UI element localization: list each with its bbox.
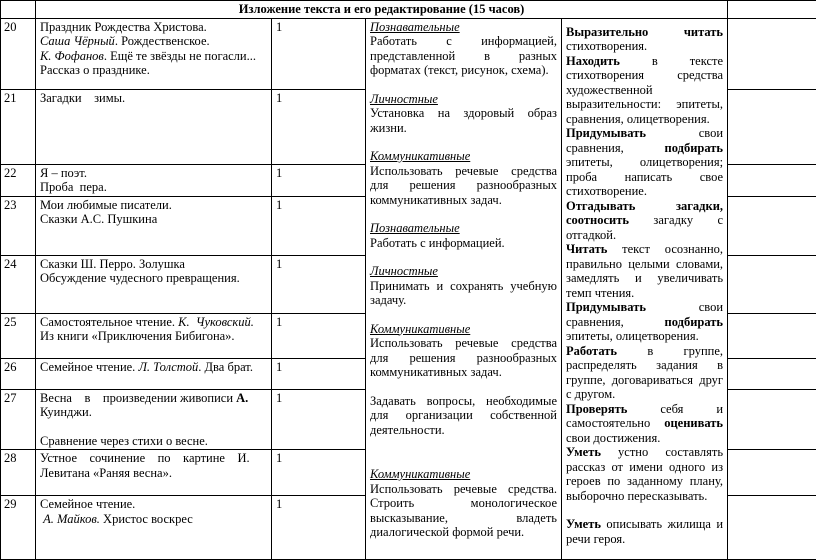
topic-text: К. Фофанов	[40, 49, 104, 63]
notes-cell	[728, 358, 816, 389]
lesson-number: 26	[1, 358, 36, 389]
topic-text: Семейное чтение.	[40, 360, 138, 374]
topic-text: Саша Чёрный	[40, 34, 115, 48]
topic-text: Праздник Рождества Христова.	[40, 20, 207, 34]
header-empty-cell	[1, 1, 36, 19]
activity-text: свои сравнения,	[566, 126, 723, 155]
lesson-number: 20	[1, 18, 36, 89]
activity-text: Находить	[566, 54, 620, 68]
lesson-hours: 1	[272, 496, 366, 560]
activity-text: оценивать	[664, 416, 723, 430]
section-header-row	[1, 1, 816, 19]
notes-cell	[728, 313, 816, 358]
activity-text: свои сравнения,	[566, 300, 723, 329]
lesson-topic	[36, 255, 272, 313]
topic-text: Из книги «Приключения Бибигона».	[40, 329, 235, 343]
topic-text: . Ещё те звёзды не погасли...	[104, 49, 256, 63]
activity-text: устно составлять рассказ от имени одного из героев по заданному плану, выборочно пересказывать.	[566, 445, 723, 503]
notes-cell	[728, 496, 816, 560]
lesson-number: 24	[1, 255, 36, 313]
competency-heading: Коммуникативные	[370, 467, 557, 482]
competencies-cell	[366, 18, 562, 560]
notes-cell	[728, 18, 816, 89]
topic-text: Я – поэт.	[40, 166, 87, 180]
lesson-topic	[36, 358, 272, 389]
activity-text: загадку с отгадкой.	[566, 213, 723, 242]
section-title: Изложение текста и его редактирование (15 часов)	[36, 1, 728, 19]
activity-text: свои достижения.	[566, 431, 660, 445]
notes-cell	[728, 89, 816, 164]
lesson-number: 27	[1, 389, 36, 450]
activity-text: себя и самостоятельно	[566, 402, 723, 431]
competency-text: Установка на здоровый образ жизни.	[370, 106, 557, 135]
competency-heading: Личностные	[370, 264, 557, 279]
lesson-hours: 1	[272, 255, 366, 313]
competency-text: Задавать вопросы, необходимые для организации собственной деятельности.	[370, 394, 557, 438]
notes-cell	[728, 389, 816, 450]
lesson-hours: 1	[272, 389, 366, 450]
activities-cell	[562, 18, 728, 560]
competency-heading: Коммуникативные	[370, 149, 557, 164]
activity-text: эпитеты, олицетворения.	[566, 329, 699, 343]
notes-cell	[728, 164, 816, 196]
topic-text: А.	[236, 391, 248, 405]
activity-text: Отгадывать загадки, соотносить	[566, 199, 723, 228]
topic-text: . Рождественское.	[115, 34, 210, 48]
topic-text: Весна в произведении живописи	[40, 391, 236, 405]
lesson-topic	[36, 89, 272, 164]
activity-text: описывать жилища и речи героя.	[566, 517, 723, 546]
lesson-number: 29	[1, 496, 36, 560]
topic-text: Христос воскрес	[100, 512, 193, 526]
activity-text: Уметь	[566, 445, 601, 459]
activity-text: Читать	[566, 242, 607, 256]
activity-text: подбирать	[665, 315, 724, 329]
competency-text: Использовать речевые средства для решения разнообразных коммуникативных задач.	[370, 164, 557, 208]
lesson-number: 23	[1, 196, 36, 255]
competency-text: Работать с информацией, представленной в разных форматах (текст, рисунок, схема).	[370, 34, 557, 78]
activity-text: Выразительно читать	[566, 25, 723, 39]
topic-text: Л. Толстой	[138, 360, 198, 374]
lesson-topic	[36, 313, 272, 358]
activity-text: эпитеты, олицетворения; проба написать свое стихотворение.	[566, 155, 723, 198]
lesson-hours: 1	[272, 164, 366, 196]
lesson-hours: 1	[272, 450, 366, 496]
lesson-hours: 1	[272, 313, 366, 358]
activity-text: Придумывать	[566, 126, 646, 140]
activity-text: Придумывать	[566, 300, 646, 314]
lesson-topic	[36, 496, 272, 560]
topic-text: Семейное чтение.	[40, 497, 135, 511]
topic-text: Сказки Ш. Перро. Золушка	[40, 257, 185, 271]
topic-text: Самостоятельное чтение.	[40, 315, 178, 329]
lesson-number: 22	[1, 164, 36, 196]
topic-text: Устное сочинение по картине И.	[40, 451, 250, 465]
activity-text: в тексте стихотворения средства художественной выразительности: эпитеты, сравнения, олицетворения.	[566, 54, 723, 126]
activity-text: в группе, распределять задания в группе, договариваться друг с другом.	[566, 344, 723, 402]
activity-text: текст осознанно, правильно целыми словами, замедлять и увеличивать темп чтения.	[566, 242, 723, 300]
competency-heading: Коммуникативные	[370, 322, 557, 337]
lesson-topic	[36, 450, 272, 496]
notes-cell	[728, 450, 816, 496]
topic-text: Сказки А.С. Пушкина	[40, 212, 157, 226]
topic-text: Обсуждение чудесного превращения.	[40, 271, 240, 285]
topic-text: Загадки зимы.	[40, 91, 125, 105]
lesson-number: 28	[1, 450, 36, 496]
lesson-hours: 1	[272, 358, 366, 389]
lesson-number: 25	[1, 313, 36, 358]
topic-text: Рассказ о празднике.	[40, 63, 150, 77]
notes-cell	[728, 196, 816, 255]
topic-text: Мои любимые писатели.	[40, 198, 172, 212]
competency-text: Принимать и сохранять учебную задачу.	[370, 279, 557, 308]
lesson-topic	[36, 389, 272, 450]
topic-text: К. Чуковский.	[178, 315, 254, 329]
topic-text: А. Майков.	[40, 512, 100, 526]
topic-text: Куинджи.	[40, 405, 92, 419]
competency-text: Работать с информацией.	[370, 236, 557, 251]
lesson-number: 21	[1, 89, 36, 164]
activity-text: Проверять	[566, 402, 627, 416]
activity-text: стихотворения.	[566, 39, 647, 53]
activity-text: подбирать	[665, 141, 724, 155]
lesson-topic	[36, 196, 272, 255]
competency-heading: Познавательные	[370, 221, 557, 236]
lesson-hours: 1	[272, 196, 366, 255]
lesson-topic	[36, 164, 272, 196]
competency-text: Использовать речевые средства. Строить монологическое высказывание, владеть диалогической формой речи.	[370, 482, 557, 540]
lesson-hours: 1	[272, 89, 366, 164]
competency-heading: Личностные	[370, 92, 557, 107]
competency-heading: Познавательные	[370, 20, 557, 35]
notes-cell	[728, 255, 816, 313]
table-row	[1, 18, 816, 89]
topic-text: Сравнение через стихи о весне.	[40, 434, 208, 448]
lesson-hours: 1	[272, 18, 366, 89]
header-empty-cell	[728, 1, 816, 19]
topic-text: Левитана «Раняя весна».	[40, 466, 172, 480]
competency-text: Использовать речевые средства для решения разнообразных коммуникативных задач.	[370, 336, 557, 380]
activity-text: Уметь	[566, 517, 601, 531]
topic-text: Проба пера.	[40, 180, 107, 194]
topic-text: . Два брат.	[198, 360, 253, 374]
lesson-topic	[36, 18, 272, 89]
activity-text: Работать	[566, 344, 617, 358]
